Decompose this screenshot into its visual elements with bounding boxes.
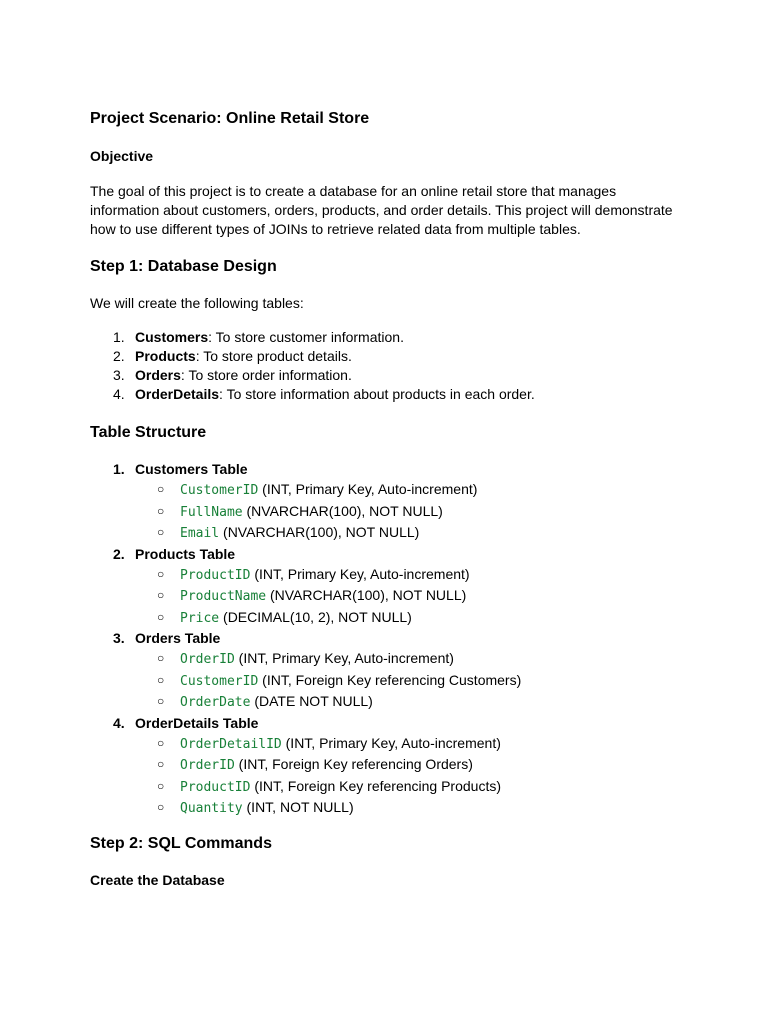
column-desc: (NVARCHAR(100), NOT NULL)	[219, 524, 420, 540]
bullet-icon: ○	[157, 778, 165, 793]
structure-table-title	[113, 544, 690, 564]
column-desc: (INT, Foreign Key referencing Products)	[250, 777, 501, 794]
column-name: ProductID	[180, 567, 251, 583]
bullet-icon: ○	[157, 525, 165, 539]
column-name: Quantity	[180, 801, 243, 816]
objective-heading: Objective	[90, 148, 154, 164]
list-number: 2.	[113, 348, 125, 364]
structure-table	[90, 713, 690, 819]
list-number: 4.	[113, 714, 125, 731]
column-item	[135, 564, 690, 586]
table-title-text: Customers Table	[135, 461, 248, 477]
column-desc: (NVARCHAR(100), NOT NULL)	[266, 587, 467, 603]
table-name: Customers	[135, 329, 209, 345]
table-name: Orders	[135, 367, 181, 383]
table-structure-list	[90, 459, 690, 819]
table-name: Products	[135, 348, 196, 364]
column-item	[135, 522, 690, 544]
objective-text: The goal of this project is to create a database for an online retail store that manages information about customers, orders, products, and order details. This project will demonstrate how to use different types of JOINs to retrieve related data from multiple tables.	[90, 183, 673, 237]
step1-intro: We will create the following tables:	[90, 295, 304, 311]
column-desc: (DECIMAL(10, 2), NOT NULL)	[219, 608, 412, 625]
column-item	[135, 691, 690, 713]
step1-heading: Step 1: Database Design	[90, 258, 277, 275]
list-number: 3.	[113, 367, 125, 383]
structure-table-title	[113, 459, 690, 479]
column-desc: (NVARCHAR(100), NOT NULL)	[242, 502, 443, 519]
column-name: ProductName	[180, 589, 267, 604]
list-item	[90, 385, 690, 404]
table-desc: : To store product details.	[195, 348, 352, 364]
column-item	[135, 501, 690, 523]
column-name: OrderID	[180, 758, 235, 773]
list-number: 1.	[113, 329, 125, 345]
column-name: OrderDate	[180, 695, 251, 710]
column-desc: (INT, Foreign Key referencing Customers)	[258, 671, 522, 688]
bullet-icon: ○	[157, 651, 165, 665]
column-list	[135, 648, 690, 713]
bullet-icon: ○	[157, 609, 165, 624]
column-name: Price	[180, 610, 220, 626]
bullet-icon: ○	[157, 757, 165, 771]
column-list	[135, 479, 690, 544]
column-list	[135, 733, 690, 819]
column-item	[135, 479, 690, 501]
page-title: Project Scenario: Online Retail Store	[90, 110, 370, 127]
structure-table	[90, 459, 690, 544]
list-item	[90, 366, 690, 385]
bullet-icon: ○	[157, 566, 165, 581]
list-item	[90, 328, 690, 347]
column-item	[135, 797, 690, 819]
column-name: ProductID	[180, 779, 251, 795]
table-structure-heading: Table Structure	[90, 424, 207, 441]
column-item	[135, 733, 690, 755]
list-item	[90, 347, 690, 366]
column-name: OrderID	[180, 652, 235, 667]
table-list	[90, 328, 690, 404]
column-name: OrderDetailID	[180, 736, 282, 752]
structure-table	[90, 544, 690, 629]
bullet-icon: ○	[157, 503, 165, 518]
column-item	[135, 670, 690, 692]
step2-subheading: Create the Database	[90, 872, 225, 888]
bullet-icon: ○	[157, 735, 165, 750]
column-name: Email	[180, 526, 220, 541]
step2-heading: Step 2: SQL Commands	[90, 835, 272, 852]
table-title-text: Orders Table	[135, 630, 221, 646]
list-number: 1.	[113, 461, 125, 477]
bullet-icon: ○	[157, 672, 165, 687]
table-desc: : To store information about products in each order.	[219, 386, 535, 402]
column-desc: (INT, Primary Key, Auto-increment)	[250, 565, 470, 582]
column-list	[135, 564, 690, 629]
table-title-text: OrderDetails Table	[135, 714, 259, 731]
list-number: 4.	[113, 386, 125, 402]
column-desc: (INT, Primary Key, Auto-increment)	[234, 650, 454, 666]
list-number: 2.	[113, 545, 125, 562]
table-desc: : To store customer information.	[208, 329, 404, 345]
column-name: CustomerID	[180, 673, 259, 689]
column-item	[135, 648, 690, 670]
bullet-icon: ○	[157, 800, 165, 814]
bullet-icon: ○	[157, 588, 165, 602]
column-name: CustomerID	[180, 483, 259, 498]
column-desc: (INT, NOT NULL)	[242, 799, 354, 815]
structure-table-title	[113, 713, 690, 733]
table-desc: : To store order information.	[180, 367, 352, 383]
column-desc: (INT, Primary Key, Auto-increment)	[281, 734, 501, 751]
column-item	[135, 607, 690, 629]
column-desc: (DATE NOT NULL)	[250, 693, 373, 709]
bullet-icon: ○	[157, 694, 165, 708]
column-name: FullName	[180, 504, 243, 520]
structure-table	[90, 628, 690, 713]
bullet-icon: ○	[157, 482, 165, 496]
structure-table-title	[113, 628, 690, 648]
column-item	[135, 585, 690, 607]
column-item	[135, 776, 690, 798]
table-name: OrderDetails	[135, 386, 220, 402]
column-item	[135, 754, 690, 776]
column-desc: (INT, Foreign Key referencing Orders)	[234, 756, 473, 772]
table-title-text: Products Table	[135, 545, 236, 562]
list-number: 3.	[113, 630, 125, 646]
column-desc: (INT, Primary Key, Auto-increment)	[258, 481, 478, 497]
